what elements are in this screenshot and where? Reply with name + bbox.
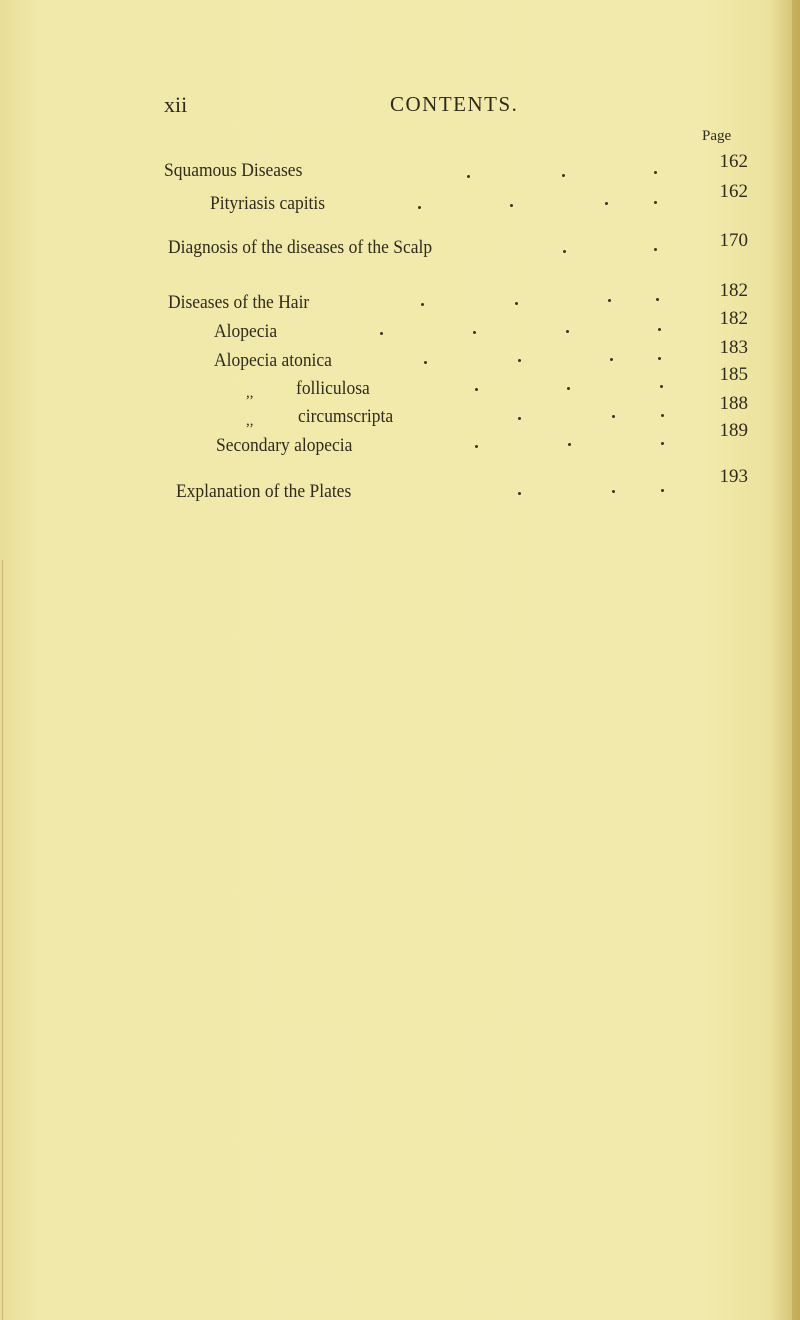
toc-entry-page: 162 bbox=[719, 151, 748, 172]
toc-entry-label: Secondary alopecia bbox=[216, 435, 353, 456]
toc-entry-page: 182 bbox=[719, 280, 748, 301]
toc-entry-label: Diseases of the Hair bbox=[168, 292, 310, 313]
page-fold-line bbox=[2, 560, 3, 1320]
toc-entry-label: Squamous Diseases bbox=[164, 160, 303, 181]
ditto-mark: ,, bbox=[246, 413, 254, 429]
toc-entry-page: 193 bbox=[719, 466, 748, 487]
toc-entry-label: circumscripta bbox=[298, 406, 394, 427]
toc-entry-label: Diagnosis of the diseases of the Scalp bbox=[168, 237, 433, 258]
toc-entry-label: Explanation of the Plates bbox=[176, 481, 352, 502]
toc-entry-page: 162 bbox=[719, 181, 748, 202]
page-folio: xii bbox=[164, 92, 188, 117]
toc-entry-label: folliculosa bbox=[296, 378, 370, 399]
toc-entry-label: Alopecia atonica bbox=[214, 350, 332, 371]
page-title: CONTENTS. bbox=[390, 92, 519, 116]
toc-entry-page: 189 bbox=[719, 420, 748, 441]
toc-entry-label: Pityriasis capitis bbox=[210, 193, 326, 214]
page-column-label: Page bbox=[702, 128, 732, 144]
ditto-mark: ,, bbox=[246, 385, 254, 401]
toc-entry-page: 185 bbox=[719, 364, 748, 385]
toc-entry-page: 170 bbox=[719, 230, 748, 251]
toc-entry-page: 182 bbox=[719, 308, 748, 329]
toc-entry-page: 183 bbox=[719, 337, 748, 358]
page-edge-shadow bbox=[792, 0, 800, 1320]
toc-entry-label: Alopecia bbox=[214, 321, 278, 342]
toc-entry-page: 188 bbox=[719, 393, 748, 414]
